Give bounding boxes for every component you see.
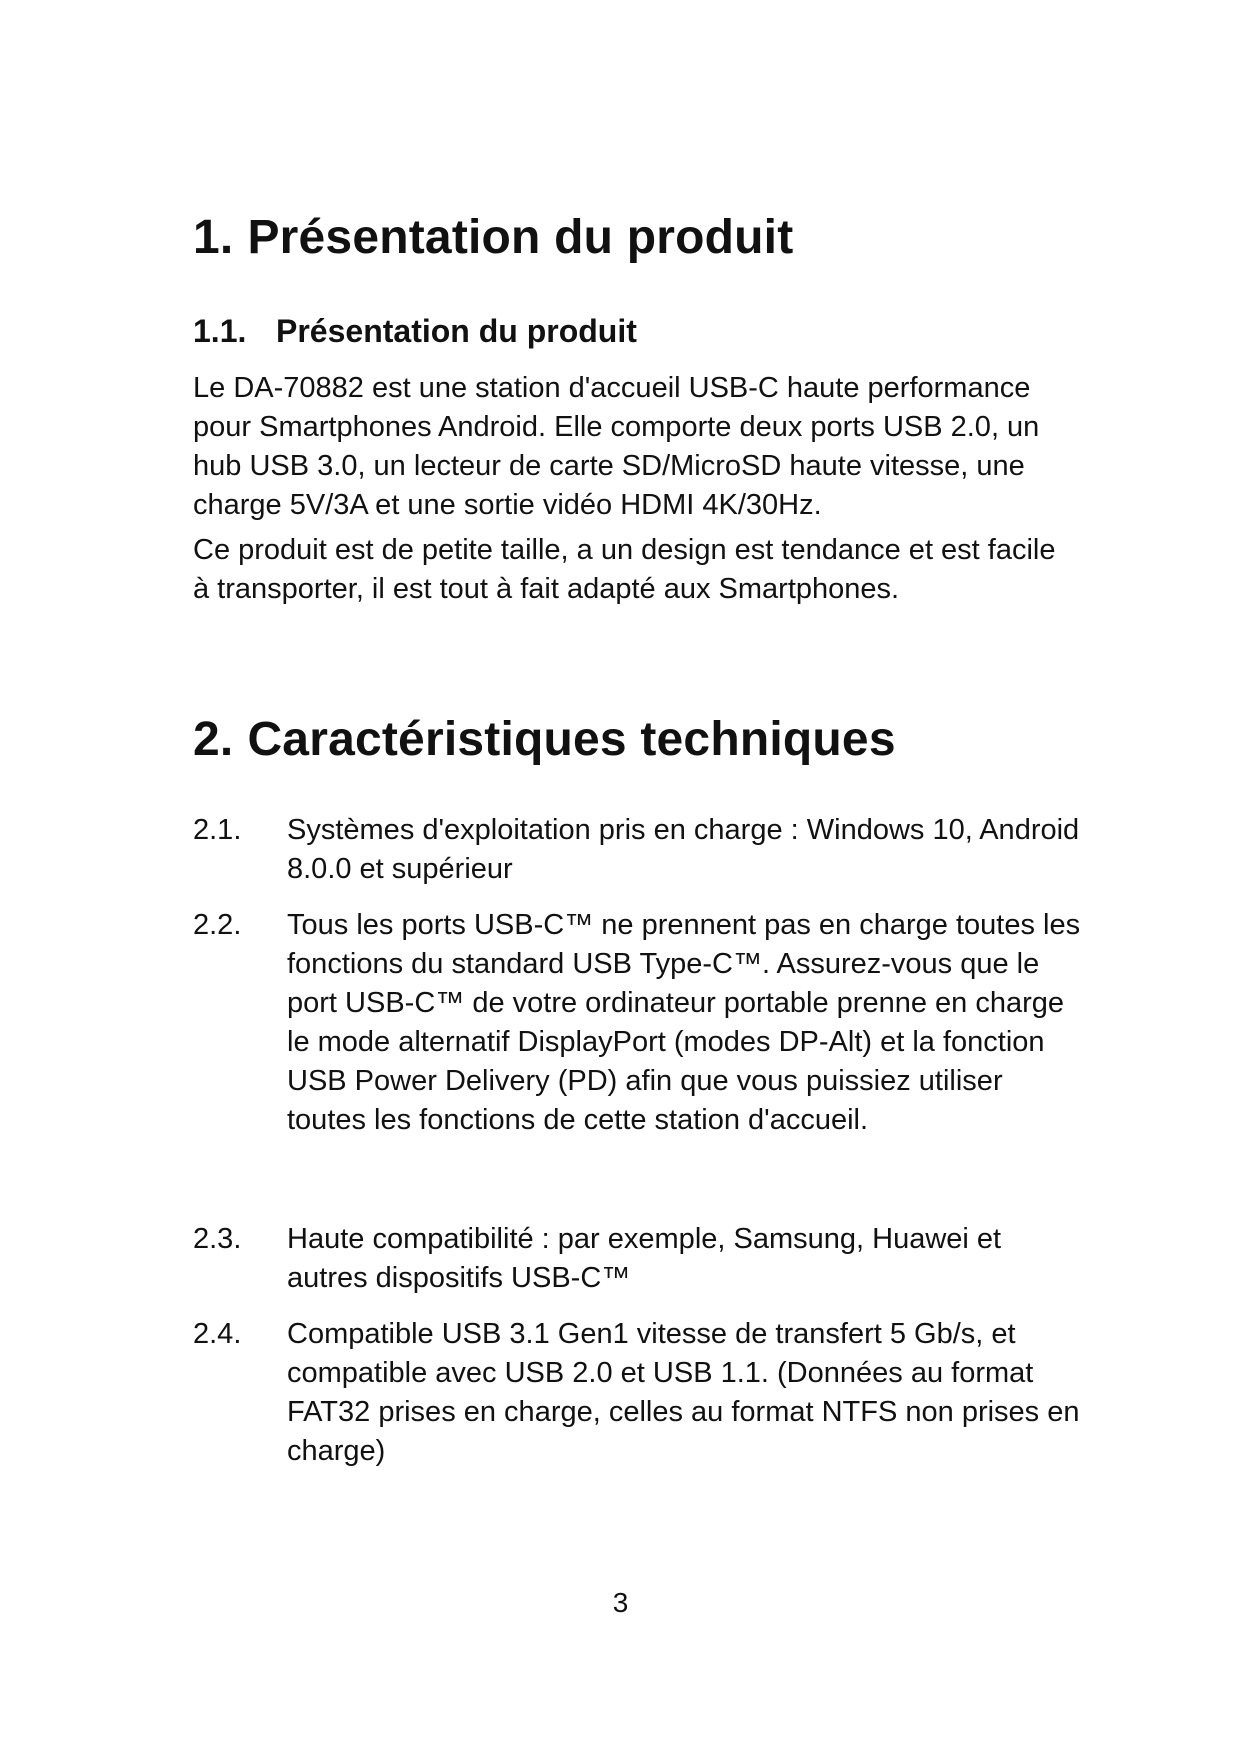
subsection-1-1-number: 1.1. [193, 313, 247, 349]
section-2-number: 2. [193, 713, 234, 766]
list-item-number: 2.3. [193, 1223, 242, 1255]
list-item-text: Tous les ports USB-C™ ne prennent pas en charge toutes les fonctions du standard USB Type-C™. Assurez-vous que le port USB-C™ de votre ordinateur portable prenne en charge le mode alternatif DisplayPort (modes DP-Alt) et la fonction USB Power Delivery (PD) afin que vous puissiez utiliser toutes les fonctions de cette station d'accueil. [287, 909, 1081, 1136]
subsection-1-1-title: Présentation du produit [276, 313, 637, 349]
list-item-text: Compatible USB 3.1 Gen1 vitesse de transfert 5 Gb/s, et compatible avec USB 2.0 et USB 1.1. (Données au format FAT32 prises en charge, celles au format NTFS non prises en charge) [287, 1318, 1080, 1467]
section-2-heading [193, 713, 896, 766]
list-item-number: 2.2. [193, 909, 242, 941]
list-item-text: Systèmes d'exploitation pris en charge : Windows 10, Android 8.0.0 et supérieur [287, 814, 1080, 885]
list-item-number: 2.1. [193, 814, 242, 846]
subsection-1-1-heading [193, 315, 637, 347]
paragraph: Le DA-70882 est une station d'accueil USB-C haute performance pour Smartphones Android. Elle comporte deux ports USB 2.0, un hub USB 3.0, un lecteur de carte SD/MicroSD haute vitesse, une charge 5V/3A et une sortie vidéo HDMI 4K/30Hz. [193, 372, 1040, 521]
section-2-title: Caractéristiques techniques [247, 713, 896, 766]
paragraph: Ce produit est de petite taille, a un design est tendance et est facile à transporter, il est tout à fait adapté aux Smartphones. [193, 534, 1056, 605]
list-item-text: Haute compatibilité : par exemple, Samsung, Huawei et autres dispositifs USB-C™ [287, 1223, 1002, 1294]
section-1-heading [193, 211, 794, 264]
section-1-body [193, 369, 1073, 615]
section-1-number: 1. [193, 211, 234, 264]
list-item-number: 2.4. [193, 1318, 242, 1350]
page-number: 3 [612, 1587, 629, 1618]
section-1-title: Présentation du produit [247, 211, 794, 264]
